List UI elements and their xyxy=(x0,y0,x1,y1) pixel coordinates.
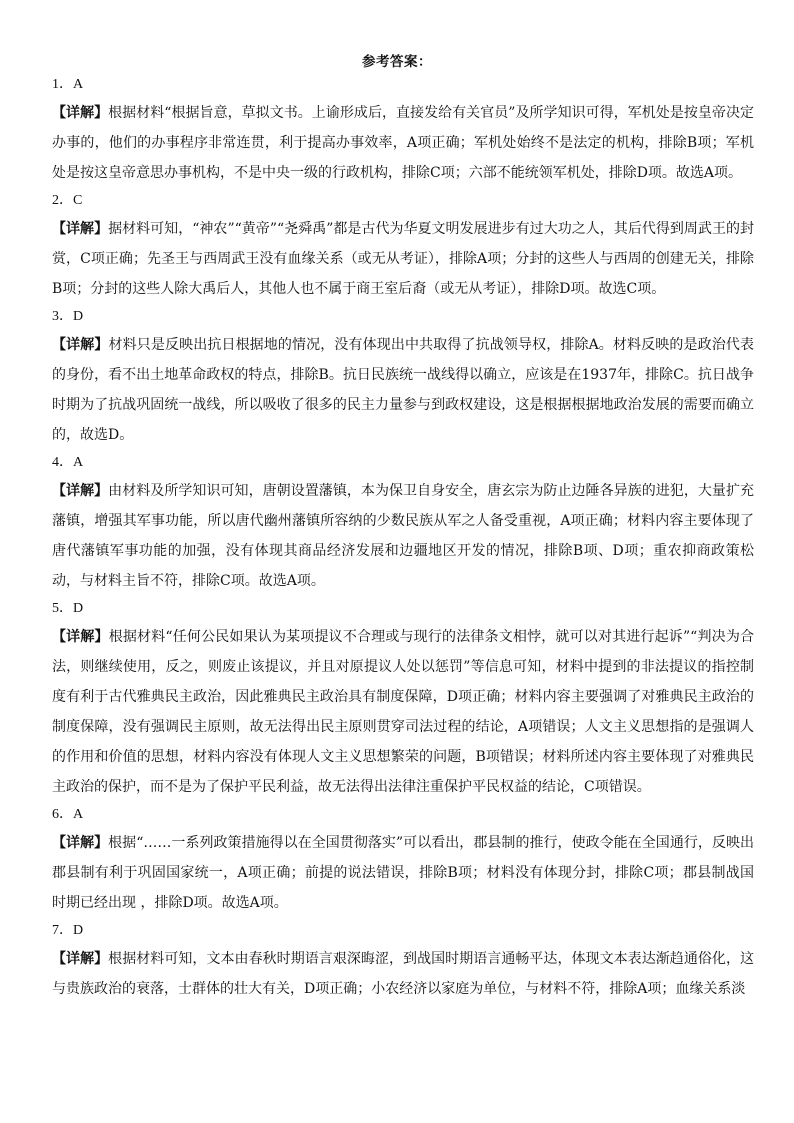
detail-tag: 【详解】 xyxy=(52,835,109,851)
explanation-text: 材料只是反映出抗日根据地的情况，没有体现出中共取得了抗战领导权，排除A。材料反映的是政治代表的身份，看不出土地革命政权的特点，排除B。抗日民族统一战线得以确立，应该是在1937年，排除C。抗日战争时期为了抗战巩固统一战线，所以吸收了很多的民主力量参与到政权建设，这是根据根据地政治发展的需要而确立的，故选D。 xyxy=(52,337,755,443)
explanation-text: 由材料及所学知识可知，唐朝设置藩镇，本为保卫自身安全，唐玄宗为防止边陲各异族的进犯，大量扩充藩镇，增强其军事功能，所以唐代幽州藩镇所容纳的少数民族从军之人备受重视，A项正确；材料内容主要体现了唐代藩镇军事功能的加强，没有体现其商品经济发展和边疆地区开发的情况，排除B项、D项；重农抑商政策松动，与材料主旨不符，排除C项。故选A项。 xyxy=(52,483,755,589)
detail-tag: 【详解】 xyxy=(52,951,109,967)
explanation-text: 根据材料“根据旨意，草拟文书。上谕形成后，直接发给有关官员”及所学知识可得，军机处是按皇帝决定办事的，他们的办事程序非常连贯，利于提高办事效率，A项正确；军机处始终不是法定的机构，排除B项；军机处是按这皇帝意思办事机构，不是中央一级的行政机构，排除C项；六部不能统领军机处，排除D项。故选A项。 xyxy=(52,105,755,181)
page-title: 参考答案： xyxy=(362,54,432,70)
explanation-text: 根据“……一系列政策措施得以在全国贯彻落实”可以看出，郡县制的推行，使政令能在全国通行，反映出郡县制有利于巩固国家统一，A项正确；前提的说法错误，排除B项；材料没有体现分封，排除C项；郡县制战国时期已经出现 ，排除D项。故选A项。 xyxy=(52,835,754,911)
answer-explanation xyxy=(52,622,754,802)
detail-tag: 【详解】 xyxy=(52,221,109,237)
answer-explanation xyxy=(52,330,754,450)
answer-explanation xyxy=(52,828,754,918)
explanation-text: 据材料可知，“神农”“黄帝”“尧舜禹”都是古代为华夏文明发展进步有过大功之人，其后代得到周武王的封赏，C项正确；先圣王与西周武王没有血缘关系（或无从考证），排除A项；分封的这些人与西周的创建无关，排除B项；分封的这些人除大禹后人，其他人也不属于商王室后裔（或无从考证），排除D项。故选C项。 xyxy=(52,221,754,297)
answer-number: 7．D xyxy=(52,923,84,938)
detail-tag: 【详解】 xyxy=(52,483,109,499)
answer-explanation xyxy=(52,98,754,188)
answers-list xyxy=(52,72,754,1004)
explanation-text: 根据材料可知，文本由春秋时期语言艰深晦涩，到战国时期语言通畅平达，体现文本表达渐趋通俗化，这与贵族政治的衰落，士群体的壮大有关，D项正确；小农经济以家庭为单位，与材料不符，排除A项；血缘关系淡 xyxy=(52,951,755,997)
detail-tag: 【详解】 xyxy=(52,629,109,645)
answer-number: 5．D xyxy=(52,601,84,616)
answer-number: 1．A xyxy=(52,77,84,92)
answer-number: 6．A xyxy=(52,807,84,822)
detail-tag: 【详解】 xyxy=(52,105,109,121)
answer-number: 3．D xyxy=(52,309,84,324)
detail-tag: 【详解】 xyxy=(52,337,109,353)
answer-explanation xyxy=(52,214,754,304)
answer-explanation xyxy=(52,944,754,1004)
explanation-text: 根据材料“任何公民如果认为某项提议不合理或与现行的法律条文相悖，就可以对其进行起诉”“判决为合法，则继续使用，反之，则废止该提议，并且对原提议人处以惩罚”等信息可知，材料中提到的非法提议的指控制度有利于古代雅典民主政治，因此雅典民主政治具有制度保障，D项正确；材料内容主要强调了对雅典民主政治的制度保障，没有强调民主原则，故无法得出民主原则贯穿司法过程的结论，A项错误；人文主义思想指的是强调人的作用和价值的思想，材料内容没有体现人文主义思想繁荣的问题，B项错误；材料所述内容主要体现了对雅典民主政治的保护，而不是为了保护平民利益，故无法得出法律注重保护平民权益的结论，C项错误。 xyxy=(52,629,754,795)
answer-number: 2．C xyxy=(52,193,83,208)
answer-explanation xyxy=(52,476,754,596)
answer-number: 4．A xyxy=(52,455,84,470)
